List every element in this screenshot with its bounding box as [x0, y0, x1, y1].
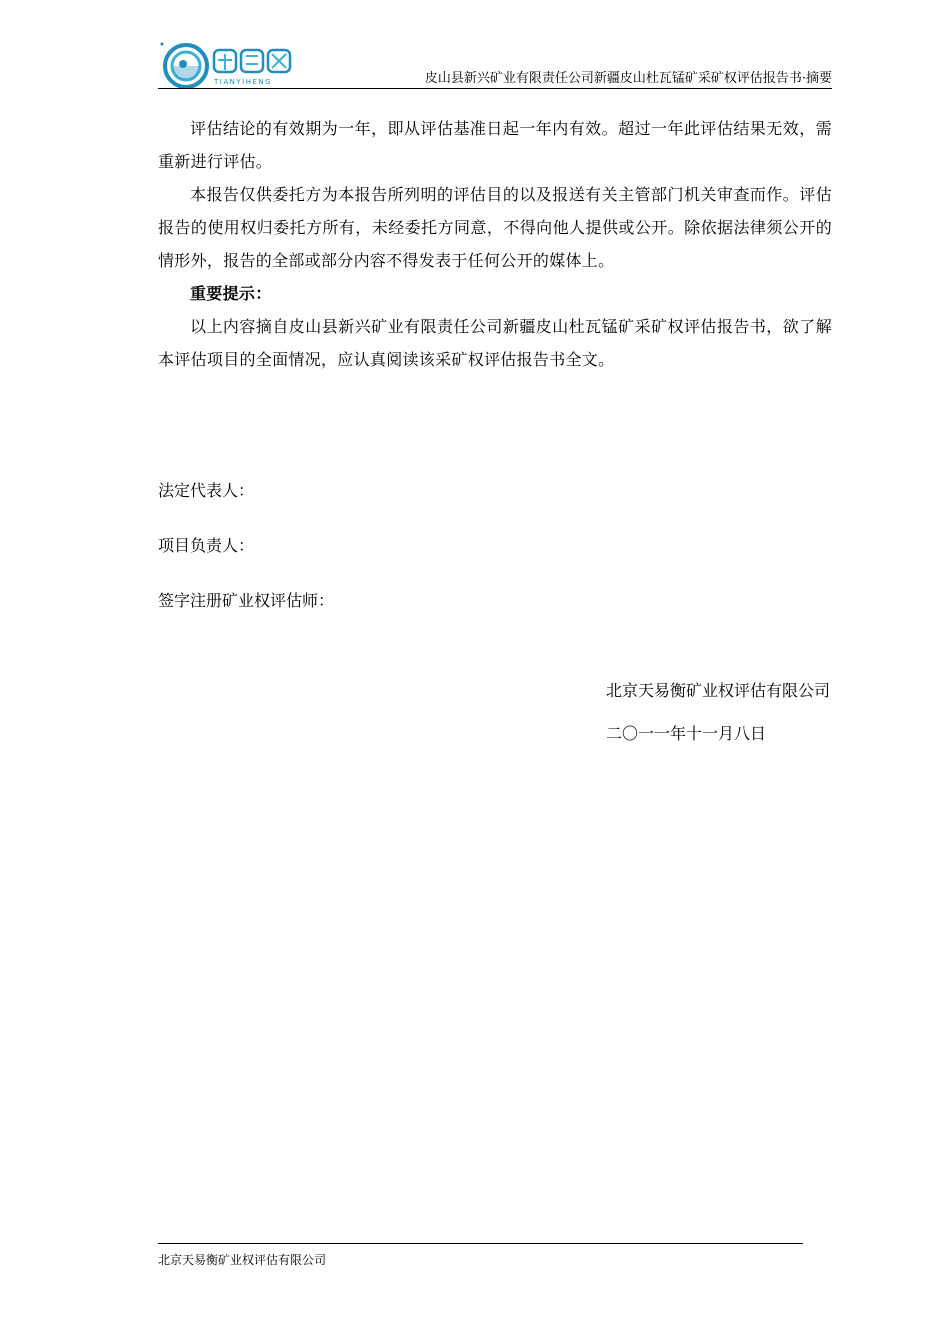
legal-representative-label: 法定代表人： — [158, 481, 255, 500]
important-notice-heading: 重要提示： — [190, 284, 272, 303]
notice-paragraph: 以上内容摘自皮山县新兴矿业有限责任公司新疆皮山杜瓦锰矿采矿权评估报告书，欲了解本评估项目的全面情况，应认真阅读该采矿权评估报告书全文。 — [158, 317, 832, 369]
issuing-company: 北京天易衡矿业权评估有限公司 — [605, 681, 830, 700]
document-body — [158, 112, 832, 376]
project-lead-label: 项目负责人： — [158, 536, 255, 555]
validity-paragraph: 评估结论的有效期为一年，即从评估基准日起一年内有效。超过一年此评估结果无效，需重新进行评估。 — [158, 119, 832, 171]
footer-divider — [158, 1243, 803, 1244]
header-title: 皮山县新兴矿业有限责任公司新疆皮山杜瓦锰矿采矿权评估报告书·摘要 — [424, 71, 832, 86]
header-divider — [158, 88, 832, 89]
footer-company: 北京天易衡矿业权评估有限公司 — [158, 1253, 327, 1267]
svg-text:TIANYIHENG: TIANYIHENG — [214, 78, 273, 86]
issue-date: 二〇一一年十一月八日 — [606, 724, 767, 743]
appraiser-label: 签字注册矿业权评估师： — [158, 591, 335, 610]
company-logo — [158, 40, 298, 88]
usage-paragraph: 本报告仅供委托方为本报告所列明的评估目的以及报送有关主管部门机关审查而作。评估报告的使用权归委托方所有，未经委托方同意，不得向他人提供或公开。除依据法律须公开的情形外，报告的全部或部分内容不得发表于任何公开的媒体上。 — [158, 185, 832, 270]
logo-graphic — [158, 40, 298, 88]
page-header — [158, 40, 832, 88]
